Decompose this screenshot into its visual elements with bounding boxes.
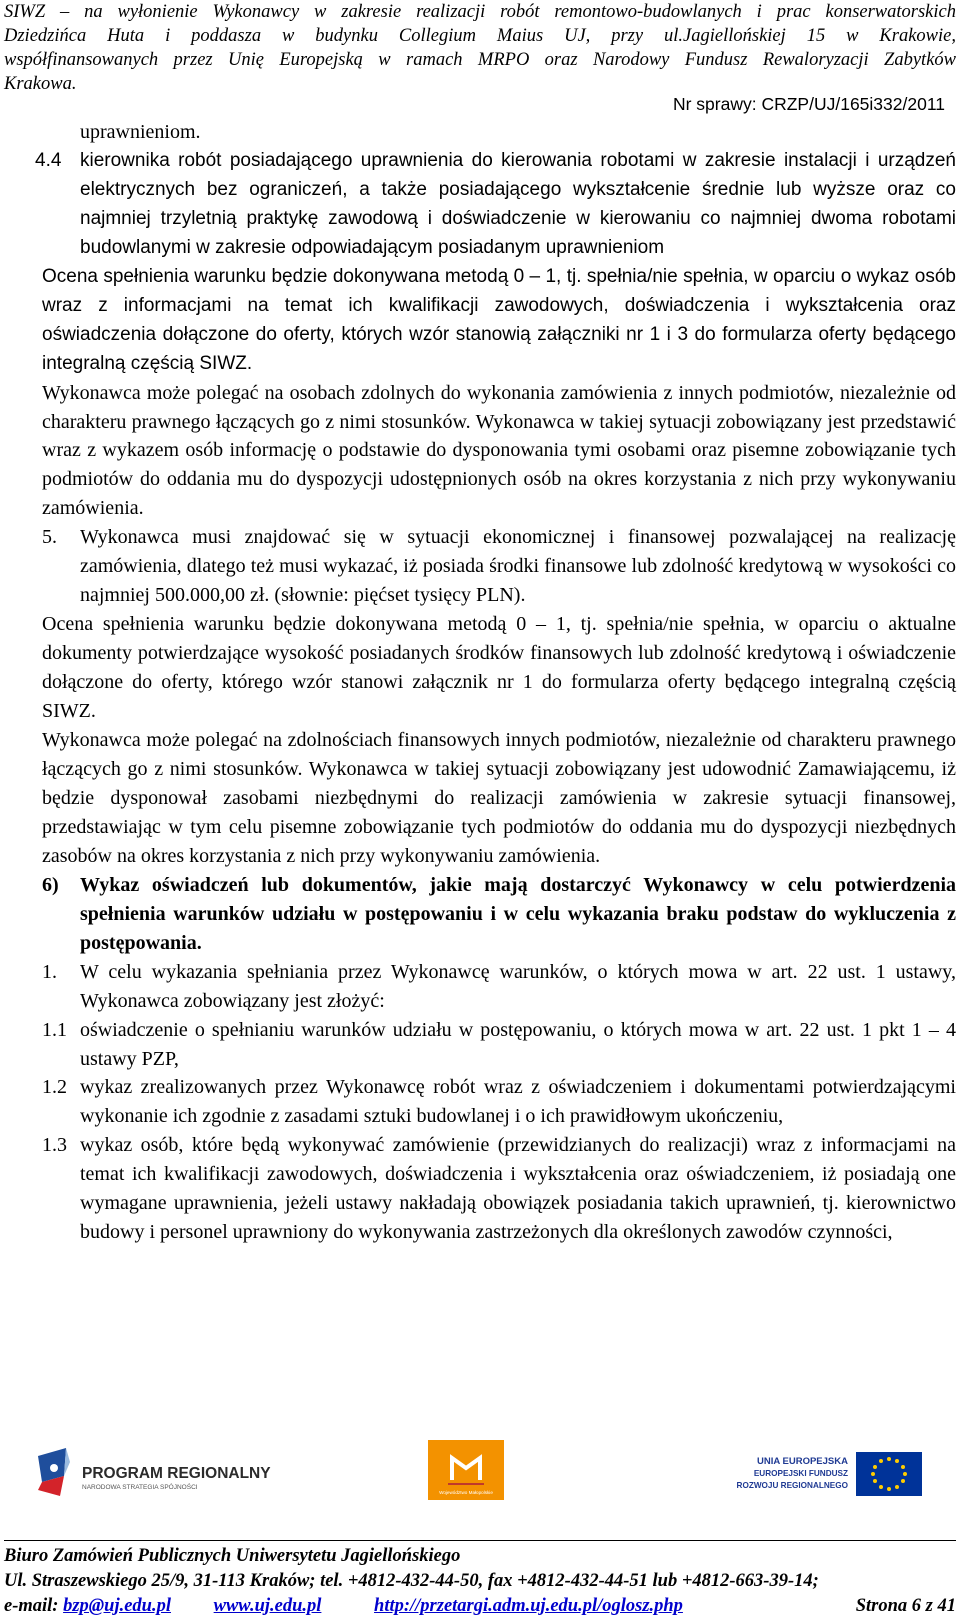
przetargi-link[interactable]: http://przetargi.adm.uj.edu.pl/oglosz.php xyxy=(374,1596,683,1616)
list-item xyxy=(42,523,956,610)
funding-logos xyxy=(0,1440,960,1510)
list-text: Wykonawca musi znajdować się w sytuacji ekonomicznej i finansowej pozwalającej na realizację zamówienia, dlatego też musi wykazać, iż posiada środki finansowe lub zdolność kredytową w wysokości co najmniej 500.000,00 zł. (słownie: pięćset tysięcy PLN). xyxy=(80,526,956,607)
list-text: kierownika robót posiadającego uprawnienia do kierowania robotami w zakresie instalacji i urządzeń elektrycznych bez ograniczeń, a także posiadającego wykształcenie średnie lub wyższe oraz co najmniej trzyletnią praktykę zawodową i doświadczenie w kierowaniu co najmniej dwoma robotami budowlanymi w zakresie odpowiadającym posiadanym uprawnieniom xyxy=(80,149,956,258)
document-footer xyxy=(4,1544,956,1619)
header-line: Dziedzińca Huta i poddasza w budynku Collegium Maius UJ, przy ul.Jagiellońskiej 15 w Krakowie, xyxy=(4,26,956,46)
list-number: 1. xyxy=(42,960,57,983)
list-text: W celu wykazania spełniania przez Wykonawcę warunków, o których mowa w art. 22 ust. 1 ustawy, Wykonawca zobowiązany jest złożyć: xyxy=(80,960,956,1012)
program-regionalny-logo xyxy=(36,1446,271,1500)
list-item xyxy=(42,1016,956,1074)
list-item xyxy=(35,147,956,263)
footer-office: Biuro Zamówień Publicznych Uniwersytetu Jagiellońskiego xyxy=(4,1546,461,1566)
page-number: Strona 6 z 41 xyxy=(855,1596,956,1616)
list-item xyxy=(42,1131,956,1247)
ue-efrr-logo xyxy=(736,1450,926,1498)
header-line: współfinansowanych przez Unię Europejską w ramach MRPO oraz Narodowy Fundusz Rewaloryzacji Zabytków xyxy=(4,50,956,70)
paragraph: Wykonawca może polegać na zdolnościach finansowych innych podmiotów, niezależnie od charakteru prawnego łączących go z nimi stosunków. Wykonawca w takiej sytuacji zobowiązany jest udowodnić Zamawiającemu, iż będzie dysponował zasobami niezbędnymi do realizacji zamówienia w zakresie sytuacji finansowej, przedstawiając w tym celu pisemne zobowiązanie tych podmiotów do oddania mu do dyspozycji niezbędnych zasobów na okres korzystania z nich przy wykonywaniu zamówienia. xyxy=(42,729,956,867)
logo-subtitle: NARODOWA STRATEGIA SPÓJNOŚCI xyxy=(82,1484,198,1491)
wojewodztwo-malopolskie-logo xyxy=(428,1440,504,1500)
list-number: 1.3 xyxy=(42,1134,67,1157)
list-item xyxy=(42,1073,956,1131)
section-heading xyxy=(42,871,956,958)
paragraph: Wykonawca może polegać na osobach zdolnych do wykonania zamówienia z innych podmiotów, niezależnie od charakteru prawnego łączących go z nimi stosunków. Wykonawca w takiej sytuacji zobowiązany jest przedstawić wraz z wykazem osób informację o podstawie do dysponowania tymi osobami oraz pisemne zobowiązanie tych podmiotów do oddania mu do dyspozycji udostępnionych osób na okres korzystania z nich przy wykonywaniu zamówienia. xyxy=(42,381,956,520)
list-text: wykaz osób, które będą wykonywać zamówienie (przewidzianych do realizacji) wraz z informacjami na temat ich kwalifikacji zawodowych, doświadczenia i wykształcenia oraz oświadczeniem, iż posiadają one wymagane uprawnienia, jeżeli ustawy nakładają obowiązek posiadania takich uprawnień, tj. kierownictwo budowy i personel uprawniony do wykonywania zastrzeżonych dla określonych zawodów czynności, xyxy=(80,1134,956,1244)
www-link[interactable]: www.uj.edu.pl xyxy=(213,1596,322,1616)
list-number: 1.2 xyxy=(42,1076,67,1099)
paragraph: uprawnieniom. xyxy=(80,121,201,143)
case-number: Nr sprawy: CRZP/UJ/165i332/2011 xyxy=(672,94,945,114)
logo-text: Województwo Małopolskie xyxy=(439,1490,493,1495)
document-header xyxy=(4,0,956,96)
list-number: 1.1 xyxy=(42,1018,67,1041)
ue-line-3: ROZWOJU REGIONALNEGO xyxy=(736,1481,848,1490)
heading-number: 6) xyxy=(42,873,59,896)
header-line: SIWZ – na wyłonienie Wykonawcy w zakresie realizacji robót remontowo-budowlanych i prac konserwatorskich xyxy=(4,2,956,22)
list-text: oświadczenie o spełnianiu warunków udziału w postępowaniu, o których mowa w art. 22 ust. 1 pkt 1 – 4 ustawy PZP, xyxy=(80,1018,956,1070)
ue-line-2: EUROPEJSKI FUNDUSZ xyxy=(753,1469,848,1478)
footer-email-label: e-mail: xyxy=(4,1596,59,1616)
list-item xyxy=(42,958,956,1016)
ocena-text: Ocena spełnienia warunku będzie dokonywana metodą 0 – 1, tj. spełnia/nie spełnia, w oparciu o wykaz osób wraz z informacjami na temat ich kwalifikacji zawodowych, doświadczenia i wykształcenia oraz oświadczenia dołączone do oferty, których wzór stanowią załączniki nr 1 i 3 do formularza oferty będącego integralną częścią SIWZ. xyxy=(42,265,956,374)
footer-address: Ul. Straszewskiego 25/9, 31-113 Kraków; tel. +4812-432-44-50, fax +4812-432-44-51 lub +4812-663-39-14; xyxy=(4,1571,819,1591)
paragraph xyxy=(42,263,956,379)
list-text: wykaz zrealizowanych przez Wykonawcę robót wraz z oświadczeniem i dokumentami potwierdzającymi wykonanie ich zgodnie z zasadami sztuki budowlanej i o ich prawidłowym ukończeniu, xyxy=(80,1076,956,1128)
header-line: Krakowa. xyxy=(4,74,77,94)
email-link[interactable]: bzp@uj.edu.pl xyxy=(63,1596,171,1616)
list-number: 5. xyxy=(42,526,57,549)
logo-title: PROGRAM REGIONALNY xyxy=(82,1465,271,1482)
document-body xyxy=(35,118,956,1247)
list-number: 4.4 xyxy=(35,149,62,171)
heading-text: Wykaz oświadczeń lub dokumentów, jakie mają dostarczyć Wykonawcy w celu potwierdzenia spełnienia warunków udziału w postępowaniu i w celu wykazania braku podstaw do wykluczenia z postępowania. xyxy=(80,873,956,954)
footer-divider xyxy=(4,1540,956,1541)
ue-line-1: UNIA EUROPEJSKA xyxy=(757,1456,848,1467)
footer-contact-row xyxy=(4,1594,956,1619)
paragraph: Ocena spełnienia warunku będzie dokonywana metodą 0 – 1, tj. spełnia/nie spełnia, w oparciu o aktualne dokumenty potwierdzające wysokość posiadanych środków finansowych lub zdolność kredytową i oświadczenie dołączone do oferty, którego wzór stanowi załącznik nr 1 do formularza oferty będącego integralną częścią SIWZ. xyxy=(42,613,956,723)
